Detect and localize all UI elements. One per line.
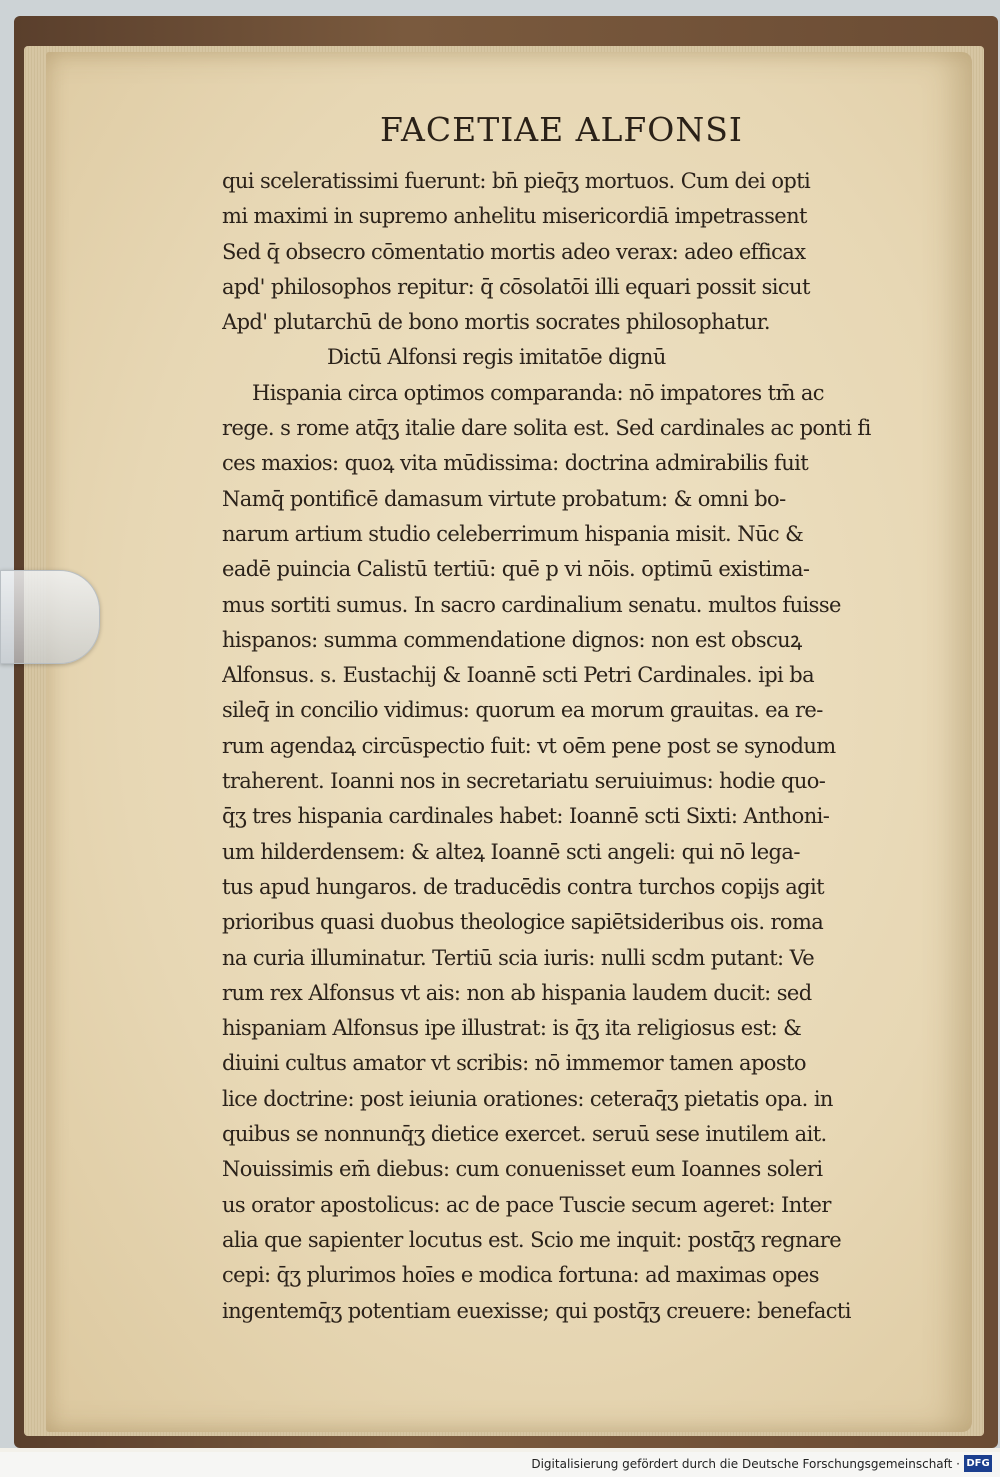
text-line: sileq̄ in concilio vidimus: quorum ea morum grauitas. ea re- xyxy=(222,698,823,723)
text-line: um hilderdensem: & alteꝝ Ioannē scti angeli: qui nō lega- xyxy=(222,839,800,864)
page-clip xyxy=(0,570,100,664)
text-line: hispaniam Alfonsus ipe illustrat: is q̄ʒ ita religiosus est: & xyxy=(222,1016,802,1041)
section-title: Dictū Alfonsi regis imitatōe dignū xyxy=(327,345,666,370)
text-line: rum agendaꝝ circūspectio fuit: vt oēm pene post se synodum xyxy=(222,733,836,758)
text-line: na curia illuminatur. Tertiū scia iuris: nulli scdm putant: Ve xyxy=(222,945,815,970)
text-line: traherent. Ioanni nos in secretariatu seruiuimus: hodie quo- xyxy=(222,769,826,794)
text-line: Nouissimis em̄ diebus: cum conuenisset eum Ioannes soleri xyxy=(222,1157,823,1182)
text-line: ingentemq̄ʒ potentiam euexisse; qui postq̄ʒ creuere: benefacti xyxy=(222,1298,851,1323)
text-line: apd' philosophos repitur: q̄ cōsolatōi illi equari possit sicut xyxy=(222,274,810,299)
text-line: qui sceleratissimi fuerunt: bn̄ pieq̄ʒ mortuos. Cum dei opti xyxy=(222,169,811,193)
running-head: FACETIAE ALFONSI xyxy=(380,110,743,149)
text-line: ces maxios: quoꝝ vita mūdissima: doctrina admirabilis fuit xyxy=(222,451,809,476)
text-line: rege. s rome atq̄ʒ italie dare solita est. Sed cardinales ac ponti fi xyxy=(222,416,871,441)
text-line: q̄ʒ tres hispania cardinales habet: Ioannē scti Sixti: Anthoni- xyxy=(222,804,830,829)
text-line: us orator apostolicus: ac de pace Tuscie secum ageret: Inter xyxy=(222,1192,831,1217)
funding-credit: Digitalisierung gefördert durch die Deutsche Forschungsgemeinschaft · xyxy=(531,1457,960,1471)
page-text xyxy=(222,164,892,1329)
text-line: mus sortiti sumus. In sacro cardinalium senatu. multos fuisse xyxy=(222,592,841,617)
text-line: diuini cultus amator vt scribis: nō immemor tamen aposto xyxy=(222,1051,806,1076)
dfg-logo: DFG xyxy=(964,1455,992,1472)
text-line: alia que sapienter locutus est. Scio me inquit: postq̄ʒ regnare xyxy=(222,1227,842,1252)
text-line: mi maximi in supremo anhelitu misericordiā impetrassent xyxy=(222,204,807,229)
text-line: Namq̄ pontificē damasum virtute probatum: & omni bo- xyxy=(222,486,786,511)
text-line: Apd' plutarchū de bono mortis socrates philosophatur. xyxy=(222,310,770,335)
text-line: quibus se nonnunq̄ʒ dietice exercet. seruū sese inutilem ait. xyxy=(222,1122,827,1147)
text-line: Hispania circa optimos comparanda: nō impatores tm̄ ac xyxy=(252,380,824,405)
text-line: lice doctrine: post ieiunia orationes: ceteraq̄ʒ pietatis opa. in xyxy=(222,1086,833,1111)
text-line: tus apud hungaros. de traducēdis contra turchos copijs agit xyxy=(222,874,824,899)
text-line: prioribus quasi duobus theologice sapiētsideribus ois. roma xyxy=(222,910,824,935)
text-line: narum artium studio celeberrimum hispania misit. Nūc & xyxy=(222,521,804,546)
text-line: rum rex Alfonsus vt ais: non ab hispania laudem ducit: sed xyxy=(222,980,812,1005)
footer-bar xyxy=(0,1452,1000,1477)
text-line: hispanos: summa commendatione dignos: non est obscuꝝ xyxy=(222,627,802,652)
text-line: Alfonsus. s. Eustachij & Ioannē scti Petri Cardinales. ipi ba xyxy=(222,663,815,688)
text-line: cepi: q̄ʒ plurimos hoīes e modica fortuna: ad maximas opes xyxy=(222,1263,819,1288)
text-line: eadē puincia Calistū tertiū: quē p vi nōis. optimū existima- xyxy=(222,557,810,582)
text-line: Sed q̄ obsecro cōmentatio mortis adeo verax: adeo efficax xyxy=(222,239,806,264)
